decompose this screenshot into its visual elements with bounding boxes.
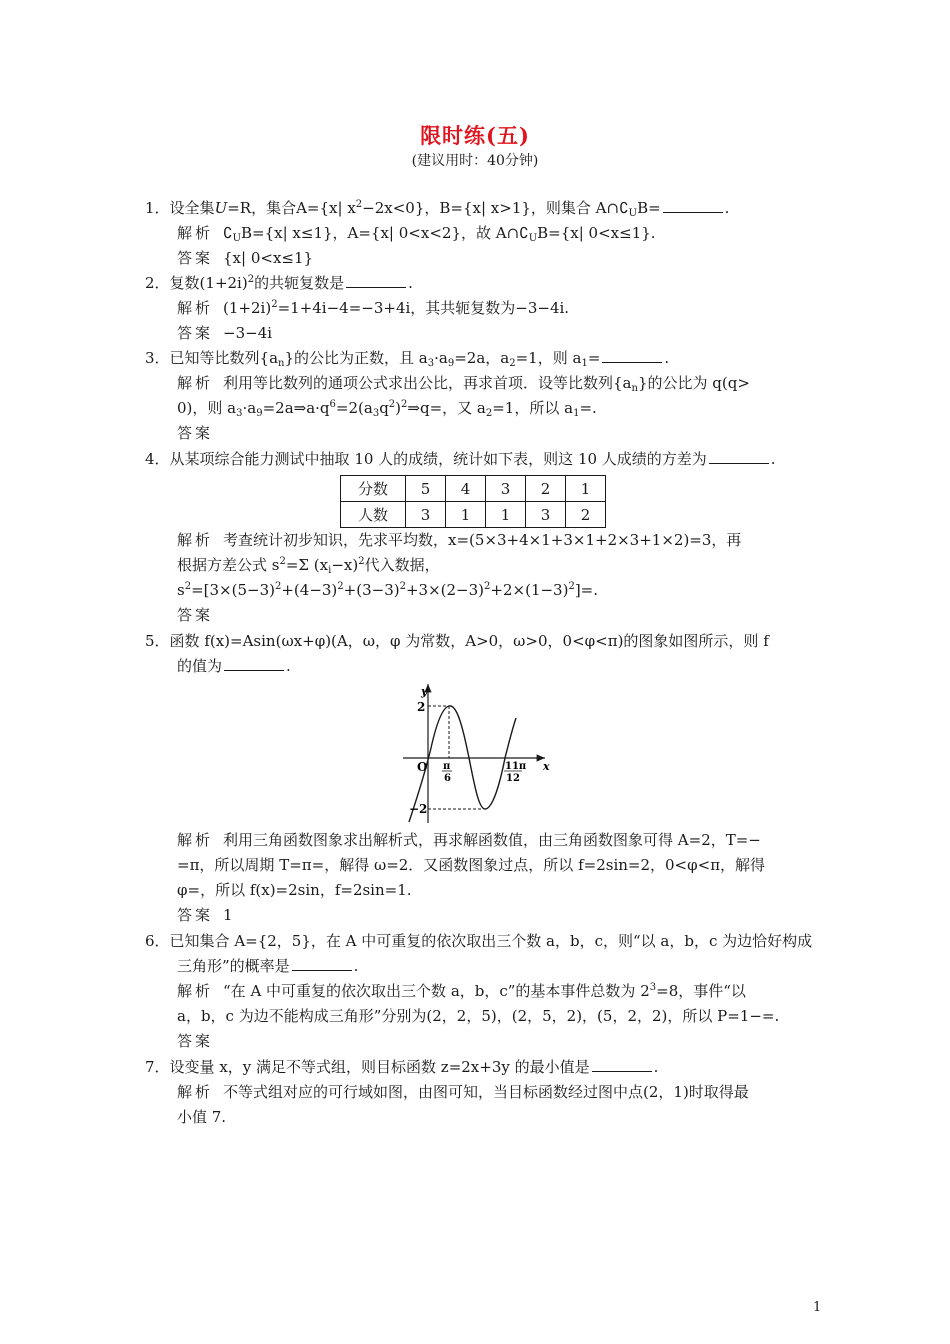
question-5-line-2: 的值为 .: [177, 657, 291, 675]
y-max-label: 2: [417, 700, 426, 714]
tick-pi-6-num: π: [443, 761, 451, 772]
table-cell: 1: [446, 502, 486, 528]
tick-pi-6-den: 6: [444, 773, 451, 784]
table-cell: 3: [406, 502, 446, 528]
origin-label: O: [417, 760, 428, 774]
question-2-solution: 解析 $(1+2i)^2=1+4i-4=-3+4i$，其共轭复数为−3−4i.: [177, 299, 570, 317]
question-4-answer: 答案: [177, 606, 214, 624]
answer-blank: [592, 1057, 652, 1072]
table-cell: 4: [446, 476, 486, 502]
answer-blank: [346, 273, 406, 288]
question-5-answer: 答案 1: [177, 906, 233, 924]
question-5-line-1: 5．函数 f(x)=Asin(ωx+φ)(A，ω，φ 为常数，A>0，ω>0，0<φ<π)的图象如图所示，则 f: [145, 632, 769, 650]
answer-blank: [224, 656, 284, 671]
question-3-solution-line-2: 0)，则 $a_3\cdot a_9=2a\Rightarrow a\cdot q^6=2(a_3q^2)^2\Rightarrow q=$，又 $a_2=1$，所以 $a_1=$.: [177, 399, 597, 419]
tick-11pi-12-num: 11π: [505, 761, 527, 772]
table-row-header: 分数: [341, 476, 406, 502]
tick-11pi-12-den: 12: [506, 773, 520, 784]
page-title: 限时练(五): [420, 123, 530, 148]
question-7-solution-line-2: 小值 7.: [177, 1108, 227, 1126]
question-4: 4．从某项综合能力测试中抽取 10 人的成绩，统计如下表，则这 10 人成绩的方差为 .: [145, 450, 776, 468]
table-row: [341, 476, 606, 502]
question-5-solution-line-2: =π，所以周期 T=π=，解得 ω=2．又函数图象过点，所以 f=2sin=2，0<φ<π，解得: [177, 856, 766, 874]
question-1: 1．设全集U=R，集合A={x| $x^2-2x<0$}，B={x| x>1}，则集合 $A\cap∁_UB=$ .: [145, 199, 730, 219]
question-6-solution-line-1: 解析 “在 A 中可重复的依次取出三个数 a，b，c”的基本事件总数为 $2^3=8$，事件“以: [177, 982, 746, 1000]
question-6-answer: 答案: [177, 1032, 214, 1050]
question-5-solution-line-3: φ=，所以 f(x)=2sin，f=2sin=1.: [177, 881, 412, 899]
sine-graph: [395, 678, 555, 826]
score-table: [340, 475, 606, 528]
question-4-solution-line-3: $s^2=[3\times(5-3)^2+(4-3)^2+(3-3)^2+3\times(2-3)^2+2\times(1-3)^2]=$.: [177, 581, 599, 599]
table-cell: 5: [406, 476, 446, 502]
table-cell: 2: [566, 502, 606, 528]
page-number: 1: [813, 1300, 822, 1315]
question-3-solution-line-1: 解析 利用等比数列的通项公式求出公比，再求首项．设等比数列$\{a_n\}$的公比为 q(q>: [177, 374, 750, 394]
question-6-line-1: 6．已知集合 A={2，5}，在 A 中可重复的依次取出三个数 a，b，c，则“以 a，b，c 为边恰好构成: [145, 932, 813, 950]
answer-blank: [602, 348, 662, 363]
question-2-answer: 答案 −3−4i: [177, 324, 273, 342]
page-subtitle: (建议用时：40分钟): [411, 153, 539, 169]
table-row-header: 人数: [341, 502, 406, 528]
question-6-line-2: 三角形”的概率是 .: [177, 957, 359, 975]
question-4-solution-line-1: 解析 考查统计初步知识，先求平均数，x=(5×3+4×1+3×1+2×3+1×2)=3，再: [177, 531, 742, 549]
y-min-label: −2: [409, 802, 428, 816]
table-cell: 3: [526, 502, 566, 528]
table-cell: 3: [486, 476, 526, 502]
answer-blank: [292, 956, 352, 971]
question-6-solution-line-2: a，b，c 为边不能构成三角形”分别为(2，2，5)，(2，5，2)，(5，2，2)，所以 P=1−=.: [177, 1007, 780, 1025]
question-7-solution-line-1: 解析 不等式组对应的可行域如图，由图可知，当目标函数经过图中点(2，1)时取得最: [177, 1083, 749, 1101]
table-cell: 1: [486, 502, 526, 528]
question-3: 3．已知等比数列$\{a_n\}$的公比为正数，且 $a_3\cdot a_9=2a$，$a_2=1$，则 $a_1=$ .: [145, 349, 670, 369]
table-cell: 2: [526, 476, 566, 502]
table-cell: 1: [566, 476, 606, 502]
question-1-solution: 解析 $∁_UB=\{x|$ x≤1}，A={x| 0<x<2}，故 $A\cap∁_UB=\{x|$ 0<x≤1}.: [177, 224, 656, 244]
table-row: [341, 502, 606, 528]
question-3-answer: 答案: [177, 424, 214, 442]
question-1-answer: 答案 {x| 0<x≤1}: [177, 249, 314, 267]
question-7: 7．设变量 x，y 满足不等式组，则目标函数 z=2x+3y 的最小值是 .: [145, 1058, 659, 1076]
question-5-solution-line-1: 解析 利用三角函数图象求出解析式，再求解函数值，由三角函数图象可得 A=2，T=−: [177, 831, 761, 849]
question-4-solution-line-2: 根据方差公式 $s^2=\Sigma$ $(x_i-x)^2$代入数据，: [177, 556, 440, 576]
x-axis-label: x: [543, 760, 550, 773]
answer-blank: [709, 449, 769, 464]
answer-blank: [663, 198, 723, 213]
question-2: 2．复数$(1+2i)^2$的共轭复数是 .: [145, 274, 413, 292]
y-axis-label: y: [421, 685, 428, 698]
